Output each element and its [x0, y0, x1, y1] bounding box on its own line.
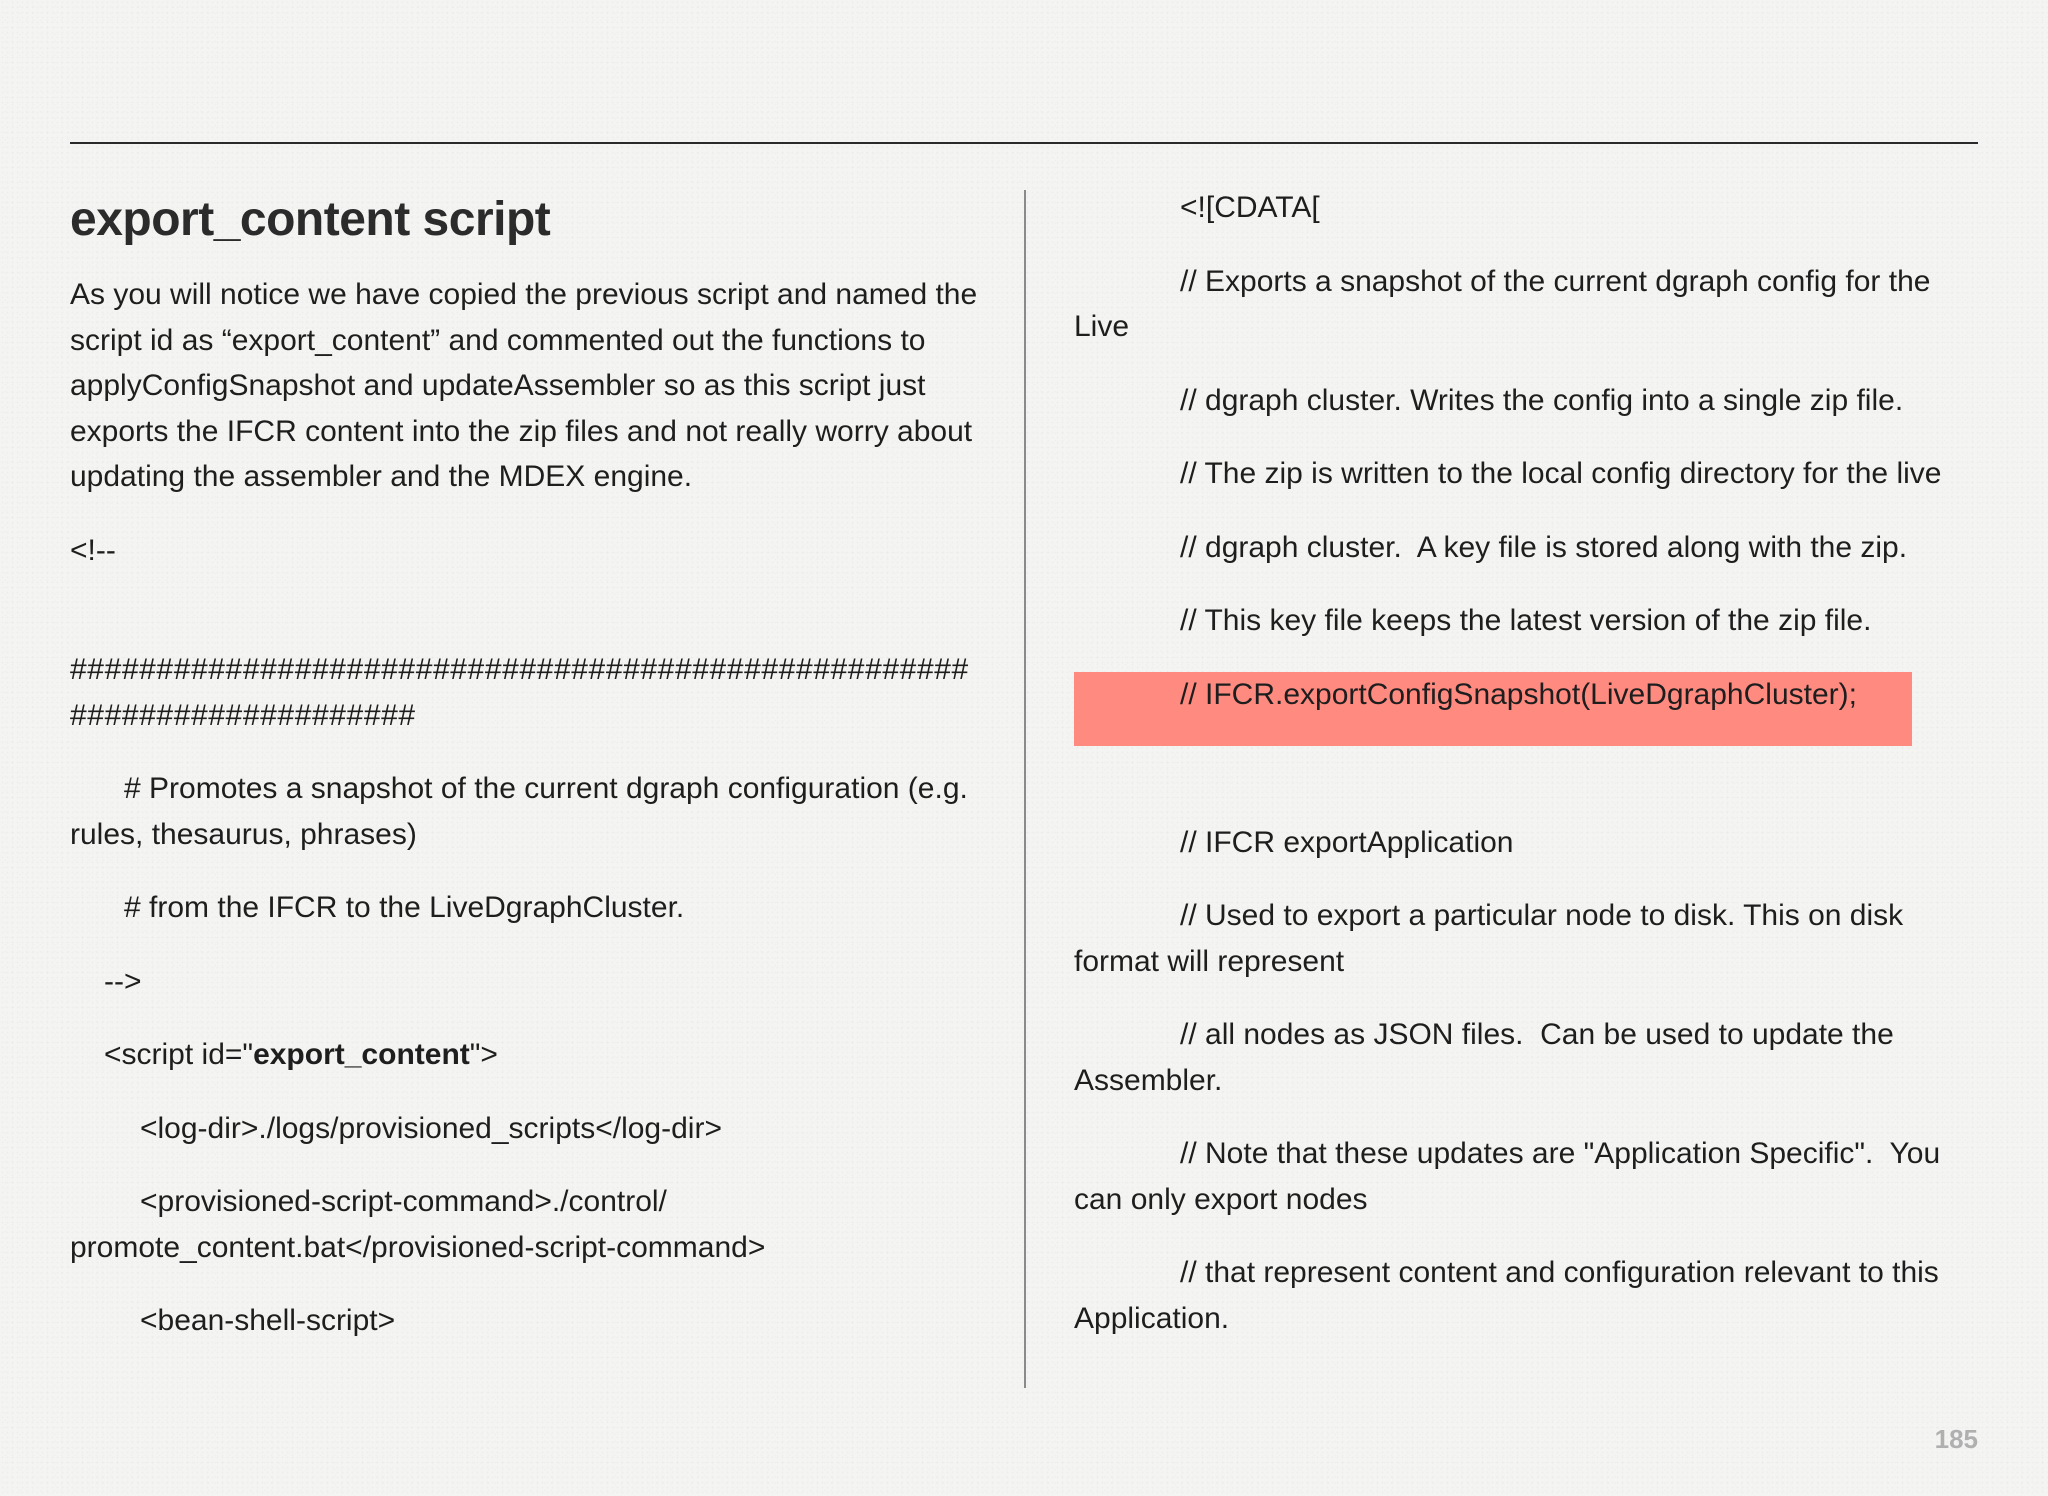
- code-comment-line: // This key file keeps the latest version of the zip file.: [1180, 604, 1872, 637]
- promote-comment: # Promotes a snapshot of the current dgraph configuration (e.g. rules, thesaurus, phrases): [70, 772, 977, 851]
- code-comment-line: // dgraph cluster. A key file is stored along with the zip.: [1180, 530, 1908, 564]
- code-comment-line: // that represent content and configuration relevant to this Application.: [1074, 1256, 1946, 1335]
- page-title: export_content script: [70, 193, 551, 246]
- code-comment-line: // Used to export a particular node to disk. This on disk format will represent: [1074, 899, 1912, 978]
- script-open-tag: [70, 1032, 1016, 1078]
- code-comment-line: // all nodes as JSON files. Can be used to update the Assembler.: [1074, 1018, 1901, 1097]
- highlighted-code-line: [1074, 672, 1912, 746]
- log-dir-line: <log-dir>./logs/provisioned_scripts</log-dir>: [140, 1111, 722, 1145]
- intro-paragraph: As you will notice we have copied the previous script and named the script id as “export_content” and commented out the functions to applyConfigSnapshot and updateAssembler so as this script just exports the IFCR content into the zip files and not really worry about updating the assembler and the MDEX engine.: [70, 278, 986, 493]
- code-comment-line: // Note that these updates are "Application Specific". You can only export nodes: [1074, 1137, 1949, 1216]
- script-id: export_content: [253, 1038, 470, 1071]
- highlighted-code-text: // IFCR.exportConfigSnapshot(LiveDgraphCluster);: [1180, 677, 1857, 711]
- page-number: 185: [1934, 1424, 1978, 1454]
- cdata-line: <![CDATA[: [1180, 191, 1320, 224]
- code-comment-line: // Exports a snapshot of the current dgraph config for the Live: [1074, 264, 1939, 343]
- provisioned-command-line: <provisioned-script-command>./control/ promote_content.bat</provisioned-script-command>: [70, 1185, 766, 1264]
- code-comment-line: // dgraph cluster. Writes the config into a single zip file.: [1180, 383, 1904, 417]
- script-open-prefix: <script id=": [104, 1038, 254, 1071]
- comment-open: <!--: [70, 533, 116, 567]
- from-comment: # from the IFCR to the LiveDgraphCluster.: [124, 891, 685, 924]
- top-rule: [70, 142, 1978, 144]
- column-divider: [1024, 190, 1026, 1388]
- left-column: [70, 190, 986, 1344]
- hash-divider: ########################################################################: [70, 653, 969, 732]
- bean-shell-line: <bean-shell-script>: [140, 1304, 396, 1337]
- right-column: [1074, 185, 1978, 1341]
- script-open-suffix: ">: [469, 1038, 498, 1071]
- code-comment-line: // The zip is written to the local config directory for the live: [1180, 457, 1942, 490]
- code-comment-line: // IFCR exportApplication: [1180, 825, 1514, 859]
- comment-close: -->: [104, 964, 142, 998]
